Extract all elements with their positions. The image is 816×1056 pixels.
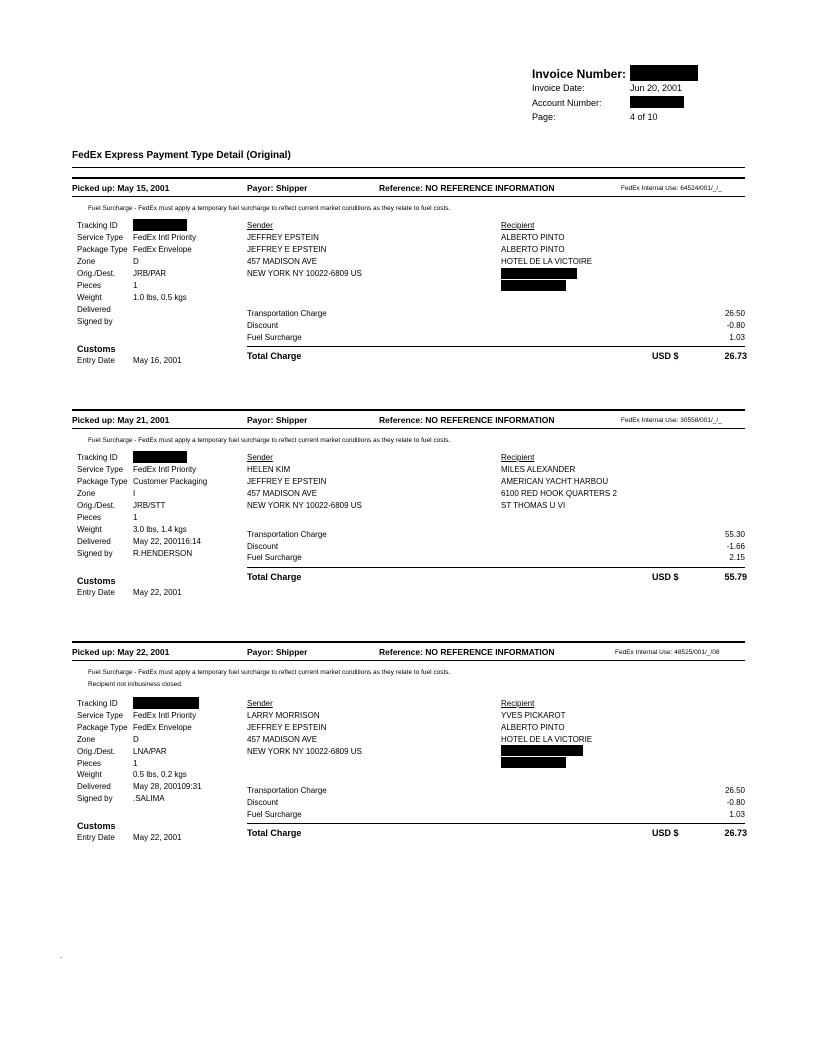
pieces: 1	[133, 759, 138, 768]
label-fuel-surcharge: Fuel Surcharge	[247, 333, 302, 342]
sender-line: 457 MADISON AVE	[247, 489, 318, 498]
service-type: FedEx Intl Priority	[133, 465, 197, 474]
entry-date: May 22, 2001	[133, 588, 182, 597]
fuel-surcharge: 1.03	[729, 333, 745, 342]
sender-line: NEW YORK NY 10022-6809 US	[247, 747, 362, 756]
sender-line: HELEN KIM	[247, 465, 291, 474]
recipient-redaction	[501, 745, 583, 756]
label-transportation-charge: Transportation Charge	[247, 530, 327, 539]
sender-line: JEFFREY EPSTEIN	[247, 233, 319, 242]
internal-use: FedEx Internal Use: 64524/001/_/_	[621, 185, 722, 192]
recipient-line: MILES ALEXANDER	[501, 465, 576, 474]
label-delivered: Delivered	[77, 305, 111, 314]
sender-line: 457 MADISON AVE	[247, 257, 318, 266]
label-orig-dest: Orig./Dest.	[77, 747, 116, 756]
sender-line: NEW YORK NY 10022-6809 US	[247, 501, 362, 510]
total-charge: 55.79	[724, 572, 747, 582]
pieces: 1	[133, 513, 138, 522]
label-package-type: Package Type	[77, 245, 128, 254]
fuel-surcharge: 1.03	[729, 810, 745, 819]
shipment-head-rule	[72, 428, 745, 429]
signed-by: .SALIMA	[133, 794, 165, 803]
weight: 0.5 lbs, 0.2 kgs	[133, 770, 187, 779]
note-line-1: Fuel Surcharge - FedEx must apply a temporary fuel surcharge to reflect current market conditions as they relate to fuel costs.	[88, 437, 451, 444]
label-discount: Discount	[247, 798, 279, 807]
reference: Reference: NO REFERENCE INFORMATION	[379, 647, 555, 657]
internal-use: FedEx Internal Use: 48525/001/_/08	[615, 649, 720, 656]
tracking-id-redaction	[133, 219, 187, 231]
label-entry-date: Entry Date	[77, 588, 115, 597]
shipment-head-rule	[72, 660, 745, 661]
weight: 3.0 lbs, 1.4 kgs	[133, 525, 187, 534]
label-tracking-id: Tracking ID	[77, 221, 118, 230]
payor: Payor: Shipper	[247, 183, 308, 193]
sender-heading: Sender	[247, 699, 273, 708]
tracking-id-redaction	[133, 697, 199, 709]
recipient-line: HOTEL DE LA VICTORIE	[501, 735, 593, 744]
recipient-line: YVES PICKAROT	[501, 711, 566, 720]
label-zone: Zone	[77, 735, 96, 744]
footer-mark: .	[60, 951, 63, 960]
shipment-3	[0, 464, 816, 842]
entry-date: May 16, 2001	[133, 356, 182, 365]
orig-dest: JRB/PAR	[133, 269, 167, 278]
label-total-charge: Total Charge	[247, 828, 302, 838]
invoice-date-label: Invoice Date:	[532, 83, 585, 93]
sender-heading: Sender	[247, 453, 273, 462]
label-discount: Discount	[247, 542, 279, 551]
recipient-heading: Recipient	[501, 699, 535, 708]
label-total-charge: Total Charge	[247, 572, 302, 582]
transportation-charge: 26.50	[724, 309, 745, 318]
label-total-charge: Total Charge	[247, 351, 302, 361]
weight: 1.0 lbs, 0.5 kgs	[133, 293, 187, 302]
recipient-line: 6100 RED HOOK QUARTERS 2	[501, 489, 617, 498]
total-charge: 26.73	[724, 351, 747, 361]
label-pieces: Pieces	[77, 281, 102, 290]
recipient-line: AMERICAN YACHT HARBOU	[501, 477, 609, 486]
label-entry-date: Entry Date	[77, 356, 115, 365]
label-zone: Zone	[77, 489, 96, 498]
shipment-top-rule	[72, 177, 745, 179]
transportation-charge: 55.30	[724, 530, 745, 539]
label-customs: Customs	[77, 344, 116, 354]
pieces: 1	[133, 281, 138, 290]
zone: D	[133, 257, 139, 266]
recipient-line: ALBERTO PINTO	[501, 245, 565, 254]
recipient-redaction	[501, 757, 566, 768]
invoice-date-value: Jun 20, 2001	[630, 83, 683, 93]
section-title: FedEx Express Payment Type Detail (Original)	[72, 150, 291, 161]
label-weight: Weight	[77, 770, 102, 779]
shipment-1	[0, 0, 816, 365]
label-tracking-id: Tracking ID	[77, 453, 118, 462]
note-line-1: Fuel Surcharge - FedEx must apply a temporary fuel surcharge to reflect current market conditions as they relate to fuel costs.	[88, 205, 451, 212]
label-delivered: Delivered	[77, 537, 111, 546]
orig-dest: JRB/STT	[133, 501, 166, 510]
label-service-type: Service Type	[77, 233, 124, 242]
label-entry-date: Entry Date	[77, 833, 115, 842]
shipment-top-rule	[72, 641, 745, 643]
delivered: May 22, 200116:14	[133, 537, 201, 546]
discount: -0.80	[726, 321, 745, 330]
label-service-type: Service Type	[77, 711, 124, 720]
reference: Reference: NO REFERENCE INFORMATION	[379, 183, 555, 193]
package-type: FedEx Envelope	[133, 245, 192, 254]
shipment-top-rule	[72, 409, 745, 411]
label-delivered: Delivered	[77, 782, 111, 791]
label-service-type: Service Type	[77, 465, 124, 474]
payor: Payor: Shipper	[247, 647, 308, 657]
package-type: Customer Packaging	[133, 477, 208, 486]
label-weight: Weight	[77, 525, 102, 534]
label-orig-dest: Orig./Dest.	[77, 269, 116, 278]
total-rule	[247, 823, 745, 824]
tracking-id-redaction	[133, 451, 187, 463]
zone: I	[133, 489, 136, 498]
label-transportation-charge: Transportation Charge	[247, 309, 327, 318]
label-transportation-charge: Transportation Charge	[247, 786, 327, 795]
label-pieces: Pieces	[77, 759, 102, 768]
recipient-line: HOTEL DE LA VICTOIRE	[501, 257, 593, 266]
discount: -1.66	[726, 542, 745, 551]
sender-line: NEW YORK NY 10022-6809 US	[247, 269, 362, 278]
internal-use: FedEx Internal Use: 30558/001/_/_	[621, 417, 722, 424]
currency: USD $	[652, 351, 679, 361]
page-label: Page:	[532, 112, 556, 122]
signed-by: R.HENDERSON	[133, 549, 193, 558]
picked-up: Picked up: May 22, 2001	[72, 647, 170, 657]
discount: -0.80	[726, 798, 745, 807]
label-signed-by: Signed by	[77, 317, 113, 326]
currency: USD $	[652, 572, 679, 582]
label-orig-dest: Orig./Dest.	[77, 501, 116, 510]
recipient-line: ST THOMAS U VI	[501, 501, 566, 510]
label-weight: Weight	[77, 293, 102, 302]
recipient-line: ALBERTO PINTO	[501, 723, 565, 732]
label-fuel-surcharge: Fuel Surcharge	[247, 810, 302, 819]
fuel-surcharge: 2.15	[729, 553, 745, 562]
sender-line: 457 MADISON AVE	[247, 735, 318, 744]
label-package-type: Package Type	[77, 477, 128, 486]
label-signed-by: Signed by	[77, 549, 113, 558]
delivered: May 28, 200109:31	[133, 782, 202, 791]
account-number-label: Account Number:	[532, 98, 602, 108]
label-discount: Discount	[247, 321, 279, 330]
label-pieces: Pieces	[77, 513, 102, 522]
note-line-1: Fuel Surcharge - FedEx must apply a temporary fuel surcharge to reflect current market conditions as they relate to fuel costs.	[88, 669, 451, 676]
currency: USD $	[652, 828, 679, 838]
total-charge: 26.73	[724, 828, 747, 838]
label-package-type: Package Type	[77, 723, 128, 732]
sender-line: JEFFREY E EPSTEIN	[247, 245, 327, 254]
invoice-number-label: Invoice Number:	[532, 67, 627, 81]
sender-heading: Sender	[247, 221, 273, 230]
label-customs: Customs	[77, 821, 116, 831]
label-customs: Customs	[77, 576, 116, 586]
sender-line: LARRY MORRISON	[247, 711, 320, 720]
picked-up: Picked up: May 21, 2001	[72, 415, 170, 425]
payor: Payor: Shipper	[247, 415, 308, 425]
recipient-heading: Recipient	[501, 453, 535, 462]
sender-line: JEFFREY E EPSTEIN	[247, 477, 327, 486]
service-type: FedEx Intl Priority	[133, 711, 197, 720]
transportation-charge: 26.50	[724, 786, 745, 795]
reference: Reference: NO REFERENCE INFORMATION	[379, 415, 555, 425]
note-line-2: Recipient not in/business closed.	[88, 681, 183, 688]
label-tracking-id: Tracking ID	[77, 699, 118, 708]
shipment-2	[0, 232, 816, 597]
label-signed-by: Signed by	[77, 794, 113, 803]
label-zone: Zone	[77, 257, 96, 266]
service-type: FedEx Intl Priority	[133, 233, 197, 242]
entry-date: May 22, 2001	[133, 833, 182, 842]
page-value: 4 of 10	[630, 112, 658, 122]
sender-line: JEFFREY E EPSTEIN	[247, 723, 327, 732]
orig-dest: LNA/PAR	[133, 747, 167, 756]
package-type: FedEx Envelope	[133, 723, 192, 732]
label-fuel-surcharge: Fuel Surcharge	[247, 553, 302, 562]
picked-up: Picked up: May 15, 2001	[72, 183, 170, 193]
recipient-line: ALBERTO PINTO	[501, 233, 565, 242]
shipment-head-rule	[72, 196, 745, 197]
recipient-heading: Recipient	[501, 221, 535, 230]
zone: D	[133, 735, 139, 744]
